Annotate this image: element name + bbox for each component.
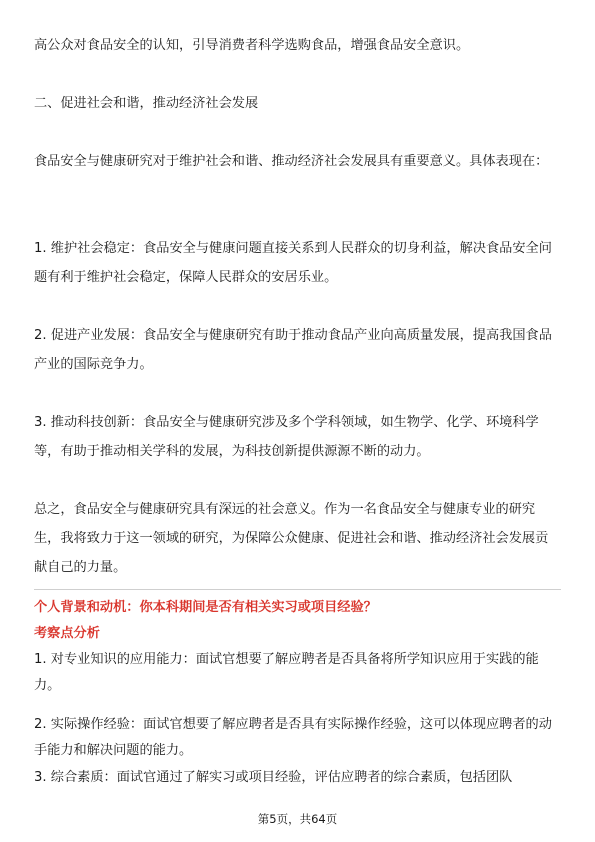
interview-question-title: 个人背景和动机：你本科期间是否有相关实习或项目经验？	[34, 600, 377, 615]
analysis-point-overall-quality: 3. 综合素质：面试官通过了解实习或项目经验，评估应聘者的综合素质，包括团队	[34, 770, 513, 785]
paragraph-conclusion: 总之，食品安全与健康研究具有深远的社会意义。作为一名食品安全与健康专业的研究生，我将致力于这一领域的研究，为保障公众健康、促进社会和谐、推动经济社会发展贡献自己的力量。	[34, 502, 549, 575]
page-number-footer: 第5页，共64页	[257, 812, 338, 826]
analysis-point-knowledge-application: 1. 对专业知识的应用能力：面试官想要了解应聘者是否具备将所学知识应用于实践的能力。	[34, 652, 539, 693]
paragraph-public-awareness: 高公众对食品安全的认知，引导消费者科学选购食品，增强食品安全意识。	[34, 38, 470, 53]
paragraph-significance-intro: 食品安全与健康研究对于维护社会和谐、推动经济社会发展具有重要意义。具体表现在：	[34, 154, 549, 169]
section-divider	[34, 589, 561, 590]
analysis-point-practical-experience: 2. 实际操作经验：面试官想要了解应聘者是否具有实际操作经验，这可以体现应聘者的动手能力和解决问题的能力。	[34, 717, 552, 758]
paragraph-point-tech-innovation: 3. 推动科技创新：食品安全与健康研究涉及多个学科领域，如生物学、化学、环境科学等，有助于推动相关学科的发展，为科技创新提供源源不断的动力。	[34, 415, 539, 459]
paragraph-point-social-stability: 1. 维护社会稳定：食品安全与健康问题直接关系到人民群众的切身利益，解决食品安全问题有利于维护社会稳定，保障人民群众的安居乐业。	[34, 241, 552, 285]
paragraph-point-industry-development: 2. 促进产业发展：食品安全与健康研究有助于推动食品产业向高质量发展，提高我国食品产业的国际竞争力。	[34, 328, 552, 372]
analysis-heading: 考察点分析	[34, 626, 100, 641]
section-heading-social-harmony: 二、促进社会和谐，推动经济社会发展	[34, 96, 259, 111]
